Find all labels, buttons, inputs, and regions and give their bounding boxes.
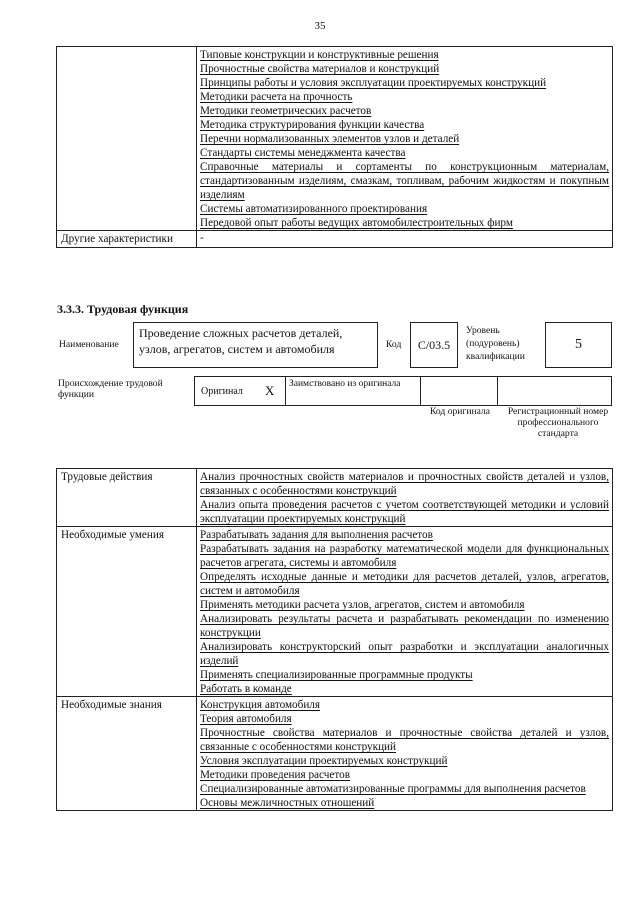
list-item: Методики геометрических расчетов <box>200 105 372 117</box>
list-item: Разрабатывать задания для выполнения расчетов <box>200 529 433 541</box>
list-item: Методики расчета на прочность <box>200 91 353 103</box>
empty-category-cell <box>57 47 197 231</box>
original-label: Оригинал <box>201 386 243 397</box>
level-value: 5 <box>575 337 582 352</box>
level-box <box>545 322 612 368</box>
list-item: Справочные материалы и сортаменты по конструкционным материалам, стандартизованным изделиям, смазкам, топливам, рабочим жидкостям и покупным изделиям <box>200 161 609 201</box>
other-characteristics-value: - <box>197 231 613 248</box>
list-item: Специализированные автоматизированные программы для выполнения расчетов <box>200 783 586 795</box>
list-item: Принципы работы и условия эксплуатации проектируемых конструкций <box>200 77 547 89</box>
labor-function-table <box>56 468 613 811</box>
list-item: Теория автомобиля <box>200 713 292 725</box>
origin-divider <box>420 377 421 405</box>
code-label: Код <box>386 339 402 350</box>
list-item: Передовой опыт работы ведущих автомобилестроительных фирм <box>200 217 513 229</box>
section-title: 3.3.3. Трудовая функция <box>57 302 189 316</box>
list-item: Условия эксплуатации проектируемых конструкций <box>200 755 448 767</box>
knowledge-continuation-table <box>56 46 613 248</box>
skills-cell <box>197 527 613 697</box>
knowledge-cell <box>197 697 613 811</box>
list-item: Применять методики расчета узлов, агрегатов, систем и автомобиля <box>200 599 525 611</box>
table-row <box>57 469 613 527</box>
list-item: Прочностные свойства материалов и прочностные свойства деталей и узлов, связанные с особенностями конструкций <box>200 727 609 753</box>
list-item: Методики проведения расчетов <box>200 769 350 781</box>
level-label: Уровень (подуровень) квалификации <box>466 325 525 362</box>
table-row <box>57 231 613 248</box>
original-code-caption: Код оригинала <box>429 406 491 417</box>
knowledge-label: Необходимые знания <box>57 697 197 811</box>
list-item: Прочностные свойства материалов и конструкций <box>200 63 440 75</box>
list-item: Типовые конструкции и конструктивные решения <box>200 49 439 61</box>
list-item: Методика структурирования функции качества <box>200 119 425 131</box>
origin-divider <box>497 377 498 405</box>
list-item: Основы межличностных отношений <box>200 797 375 809</box>
function-name-box: Проведение сложных расчетов деталей, узлов, агрегатов, систем и автомобиля <box>133 322 378 368</box>
list-item: Работать в команде <box>200 683 292 695</box>
borrowed-label: Заимствовано из оригинала <box>289 379 401 389</box>
list-item: Анализ опыта проведения расчетов с учетом соответствующей методики и условий эксплуатации проектируемых конструкций <box>200 499 609 525</box>
list-item: Разрабатывать задания на разработку математической модели для функциональных расчетов агрегата, системы и автомобиля <box>200 543 609 569</box>
list-item: Применять специализированные программные продукты <box>200 669 473 681</box>
origin-divider <box>285 377 286 405</box>
list-item: Стандарты системы менеджмента качества <box>200 147 406 159</box>
table-row <box>57 697 613 811</box>
reg-number-caption: Регистрационный номер профессионального стандарта <box>507 406 609 439</box>
origin-label: Происхождение трудовой функции <box>58 378 163 400</box>
page-number: 35 <box>314 20 326 32</box>
skills-label: Необходимые умения <box>57 527 197 697</box>
list-item: Системы автоматизированного проектирования <box>200 203 428 215</box>
other-characteristics-label: Другие характеристики <box>57 231 197 248</box>
actions-cell <box>197 469 613 527</box>
list-item: Анализировать результаты расчета и разрабатывать рекомендации по изменению конструкции <box>200 613 609 639</box>
list-item: Определять исходные данные и методики для расчетов деталей, узлов, агрегатов, систем и автомобиля <box>200 571 609 597</box>
table-row <box>57 47 613 231</box>
code-value: C/03.5 <box>417 337 451 352</box>
name-label: Наименование <box>59 339 119 350</box>
list-item: Конструкция автомобиля <box>200 699 321 711</box>
items-cell <box>197 47 613 231</box>
origin-table <box>194 376 612 406</box>
actions-label: Трудовые действия <box>57 469 197 527</box>
code-box <box>410 322 458 368</box>
list-item: Анализировать конструкторский опыт разработки и эксплуатации аналогичных изделий <box>200 641 609 667</box>
list-item: Анализ прочностных свойств материалов и прочностных свойств деталей и узлов, связанных с особенностями конструкций <box>200 471 609 497</box>
original-mark: X <box>265 383 275 398</box>
list-item: Перечни нормализованных элементов узлов и деталей <box>200 133 460 145</box>
table-row <box>57 527 613 697</box>
